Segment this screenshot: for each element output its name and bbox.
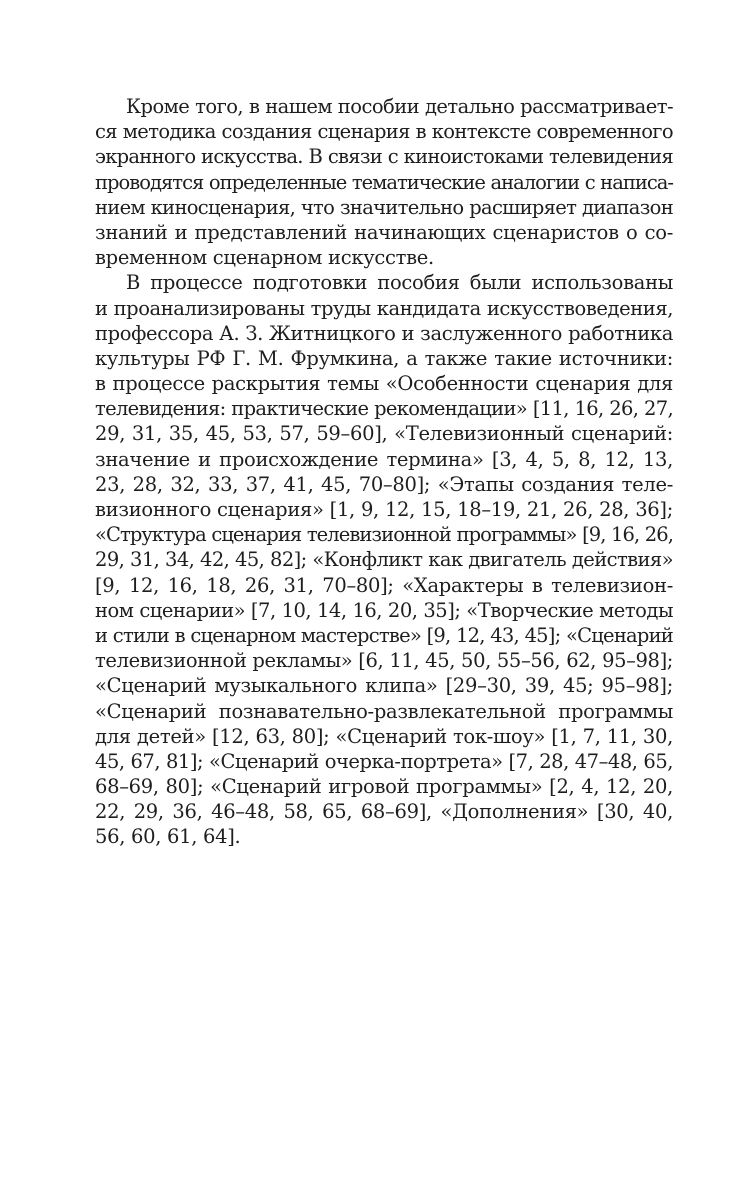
text-line: временном сценарном искусстве. xyxy=(95,246,434,270)
text-line: в процессе раскрытия темы «Особенности сценария для xyxy=(95,372,673,396)
text-line: 45, 67, 81]; «Сценарий очерка-портрета» [7, 28, 47–48, 65, xyxy=(95,749,673,773)
text-line: 29, 31, 35, 45, 53, 57, 59–60], «Телевизионный сценарий: xyxy=(95,422,673,446)
text-line: 29, 31, 34, 42, 45, 82]; «Конфликт как двигатель действия» xyxy=(95,548,673,572)
text-line: телевидения: практические рекомендации» [11, 16, 26, 27, xyxy=(95,397,673,421)
text-line: визионного сценария» [1, 9, 12, 15, 18–19, 21, 26, 28, 36]; xyxy=(95,498,673,521)
text-line: ся методика создания сценария в контексте современного xyxy=(95,120,673,144)
text-line: «Сценарий музыкального клипа» [29–30, 39, 45; 95–98]; xyxy=(95,674,673,698)
text-line: «Сценарий познавательно-развлекательной программы xyxy=(95,699,673,723)
text-line: значение и происхождение термина» [3, 4, 5, 8, 12, 13, xyxy=(95,447,673,471)
text-line: 22, 29, 36, 46–48, 58, 65, 68–69], «Дополнения» [30, 40, xyxy=(95,800,673,824)
text-line: экранного искусства. В связи с киноистоками телевидения xyxy=(95,145,673,169)
text-line: [9, 12, 16, 18, 26, 31, 70–80]; «Характеры в телевизион- xyxy=(95,573,673,597)
text-line: ном сценарии» [7, 10, 14, 16, 20, 35]; «Творческие методы xyxy=(95,598,673,622)
text-line: профессора А. З. Житницкого и заслуженного работника xyxy=(95,321,673,345)
text-line: проводятся определенные тематические аналогии с написа- xyxy=(95,170,673,194)
text-line: телевизионной рекламы» [6, 11, 45, 50, 55–56, 62, 95–98]; xyxy=(95,649,673,673)
text-line: знаний и представлений начинающих сценаристов о со- xyxy=(95,220,673,244)
text-line: культуры РФ Г. М. Фрумкина, а также такие источники: xyxy=(95,346,673,370)
text-line: для детей» [12, 63, 80]; «Сценарий ток-шоу» [1, 7, 11, 30, xyxy=(95,724,673,748)
text-line: нием киносценария, что значительно расширяет диапазон xyxy=(95,195,673,219)
paragraph-intro xyxy=(95,94,673,270)
text-line: В процессе подготовки пособия были использованы xyxy=(126,271,673,295)
text-line: 23, 28, 32, 33, 37, 41, 45, 70–80]; «Этапы создания теле- xyxy=(95,472,673,496)
paragraph-sources xyxy=(95,270,673,849)
text-line: «Структура сценария телевизионной программы» [9, 16, 26, xyxy=(95,523,673,547)
text-line: 68–69, 80]; «Сценарий игровой программы» [2, 4, 12, 20, xyxy=(95,775,673,799)
text-line: и стили в сценарном мастерстве» [9, 12, 43, 45]; «Сценарий xyxy=(95,623,673,647)
document-page xyxy=(95,94,673,850)
text-line: и проанализированы труды кандидата искусствоведения, xyxy=(95,296,673,320)
text-line: 56, 60, 61, 64]. xyxy=(95,825,241,849)
text-line: Кроме того, в нашем пособии детально рассматривает- xyxy=(126,95,673,118)
